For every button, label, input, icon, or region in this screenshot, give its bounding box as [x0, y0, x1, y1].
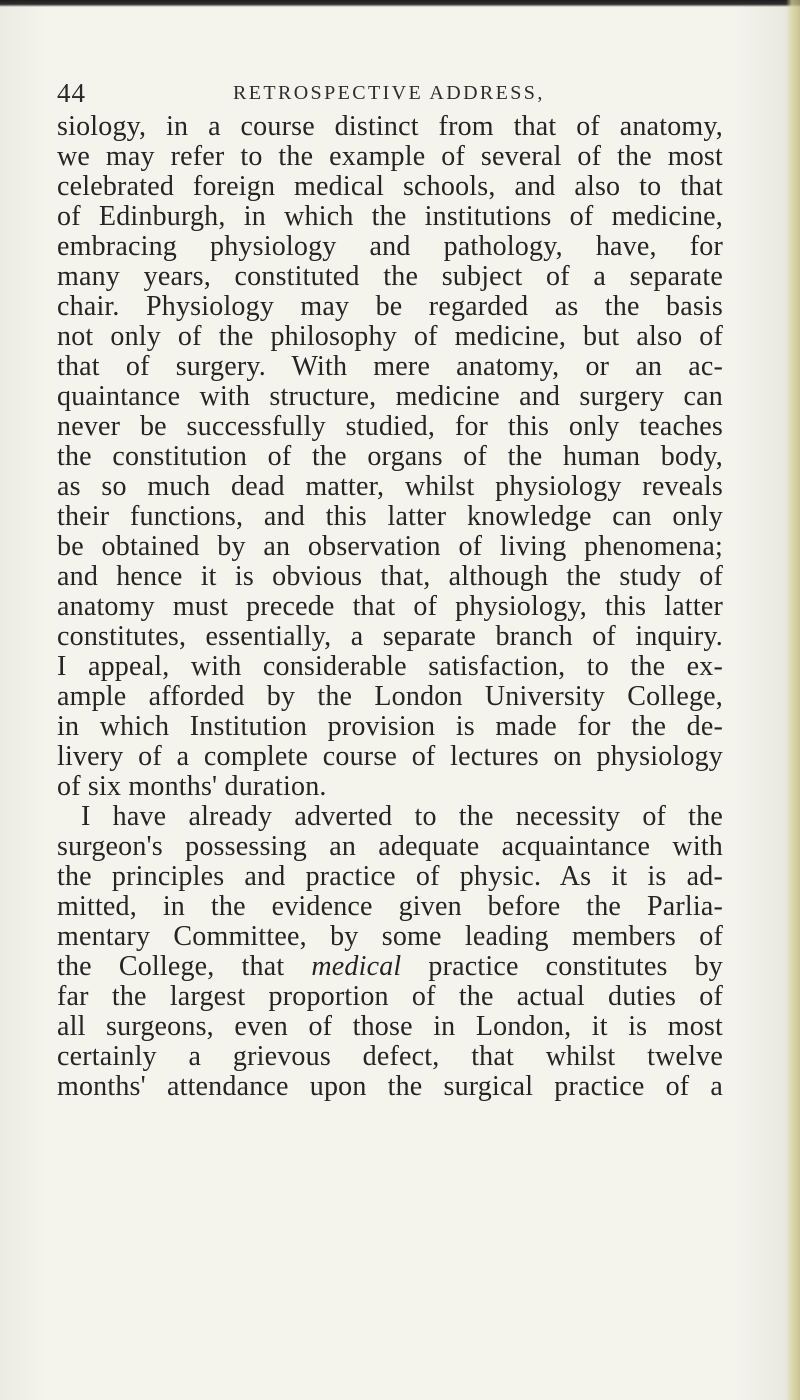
body-text — [57, 112, 723, 1102]
text-line: not only of the philosophy of medicine, but also of — [57, 321, 723, 352]
text-line: I appeal, with considerable satisfaction, to the ex- — [57, 651, 723, 682]
text-line: as so much dead matter, whilst physiology reveals — [57, 471, 723, 502]
text-line: never be successfully studied, for this only teaches — [57, 411, 723, 442]
text-line: quaintance with structure, medicine and surgery can — [57, 381, 723, 412]
text-line: months' attendance upon the surgical practice of a — [57, 1071, 723, 1102]
text-segment: practice constitutes by — [428, 951, 723, 982]
text-line: surgeon's possessing an adequate acquaintance with — [57, 831, 723, 862]
text-line: ample afforded by the London University College, — [57, 681, 723, 712]
running-header — [57, 78, 717, 108]
running-title: RETROSPECTIVE ADDRESS, — [233, 82, 545, 104]
italic-word-medical: medical — [311, 951, 402, 982]
text-line: be obtained by an observation of living phenomena; — [57, 531, 723, 562]
text-line: constitutes, essentially, a separate branch of inquiry. — [57, 621, 723, 652]
text-line: chair. Physiology may be regarded as the basis — [57, 291, 723, 322]
paragraph-start-line: I have already adverted to the necessity of the — [81, 801, 723, 832]
text-line: and hence it is obvious that, although the study of — [57, 561, 723, 592]
text-line: livery of a complete course of lectures on physiology — [57, 741, 723, 772]
text-line: their functions, and this latter knowledge can only — [57, 501, 723, 532]
text-line: siology, in a course distinct from that of anatomy, — [57, 111, 723, 142]
text-segment: the College, that — [57, 951, 285, 982]
text-line: certainly a grievous defect, that whilst twelve — [57, 1041, 723, 1072]
text-line: that of surgery. With mere anatomy, or an ac- — [57, 351, 723, 382]
text-line: far the largest proportion of the actual duties of — [57, 981, 723, 1012]
text-line: we may refer to the example of several of the most — [57, 141, 723, 172]
text-line: in which Institution provision is made for the de- — [57, 711, 723, 742]
text-line: mitted, in the evidence given before the Parlia- — [57, 891, 723, 922]
page-edge-shadow — [786, 0, 800, 1400]
text-line: mentary Committee, by some leading members of — [57, 921, 723, 952]
text-line: anatomy must precede that of physiology, this latter — [57, 591, 723, 622]
page-number: 44 — [57, 78, 86, 108]
text-line: embracing physiology and pathology, have, for — [57, 231, 723, 262]
top-border-rule — [0, 0, 800, 7]
text-line: many years, constituted the subject of a separate — [57, 261, 723, 292]
text-line-with-italic — [57, 952, 723, 982]
text-line: the constitution of the organs of the human body, — [57, 441, 723, 472]
text-line: celebrated foreign medical schools, and also to that — [57, 171, 723, 202]
text-line: the principles and practice of physic. As it is ad- — [57, 861, 723, 892]
text-line: of Edinburgh, in which the institutions of medicine, — [57, 201, 723, 232]
paragraph-end-line: of six months' duration. — [57, 771, 327, 802]
text-line: all surgeons, even of those in London, it is most — [57, 1011, 723, 1042]
